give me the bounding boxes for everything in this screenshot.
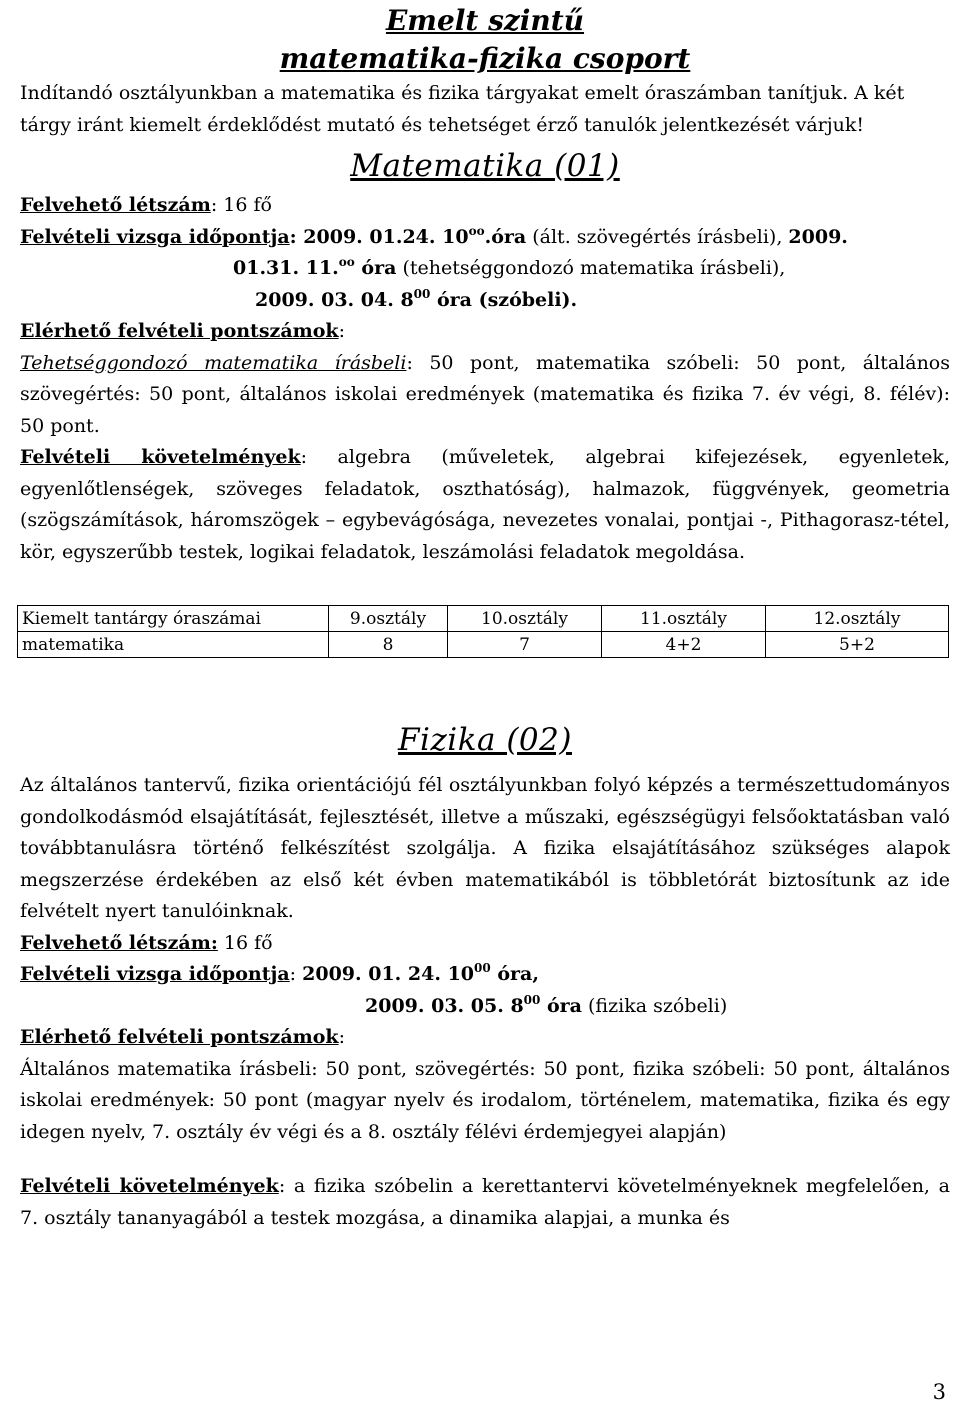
physics-requirements: Felvételi követelmények: a fizika szóbelin a kerettantervi követelményeknek megfelelően, a 7. osztály tananyagából a testek mozgása, a dinamika alapjai, a munka és xyxy=(20,1175,950,1229)
math-section-title: Matematika (01) xyxy=(350,148,620,184)
math-requirements: Felvételi követelmények: algebra (műveletek, algebrai kifejezések, egyenletek, egyenlőtlenségek, szöveges feladatok, oszthatóság), halmazok, függvények, geometria (szögszámítások, háromszögek – egybevágósága, nevezetes vonalai, pontjai -, Pithagorasz-tétel, kör, egyszerűbb testek, logikai feladatok, leszámolási feladatok megoldása. xyxy=(20,446,950,563)
table-row xyxy=(18,606,949,632)
intro-paragraph: Indítandó osztályunkban a matematika és fizika tárgyakat emelt óraszámban tanítjuk. A két tárgy iránt kiemelt érdeklődést mutató és tehetséget érző tanulók jelentkezését várjuk! xyxy=(20,82,905,136)
physics-exam-label: Felvételi vizsga időpontja xyxy=(20,963,290,985)
table-cell: 5+2 xyxy=(766,632,949,658)
table-header-cell: 10.osztály xyxy=(448,606,602,632)
table-cell: matematika xyxy=(18,632,329,658)
math-capacity-value: : 16 fő xyxy=(210,194,272,216)
math-req-label: Felvételi követelmények xyxy=(20,446,301,468)
table-header-cell: 9.osztály xyxy=(329,606,448,632)
math-exam-line2: 01.31. 11.$^{oo}$ óra (tehetséggondozó matematika írásbeli), xyxy=(233,255,786,279)
physics-capacity-label: Felvehető létszám: xyxy=(20,931,218,954)
physics-points-heading: Elérhető felvételi pontszámok: xyxy=(20,1026,345,1048)
math-exam-line1: Felvételi vizsga időpontja: 2009. 01.24. $10^{oo}.óra$ (ált. szövegértés írásbeli), 2009. xyxy=(20,223,848,248)
table-header-cell: 11.osztály xyxy=(602,606,766,632)
math-points-label: Elérhető felvételi pontszámok xyxy=(20,320,339,342)
math-capacity xyxy=(20,190,950,222)
table-cell: 7 xyxy=(448,632,602,658)
document-page xyxy=(20,0,950,1234)
physics-section-title: Fizika (02) xyxy=(398,722,572,758)
math-exam-line3: 2009. 03. 04. $8^{00}$ óra (szóbeli). xyxy=(255,286,578,311)
math-exam-label: Felvételi vizsga időpontja xyxy=(20,225,290,248)
physics-points-label: Elérhető felvételi pontszámok xyxy=(20,1026,339,1048)
math-capacity-label: Felvehető létszám xyxy=(20,194,211,216)
physics-exam-line1: Felvételi vizsga időpontja: 2009. 01. 24. $10^{00}$ óra, xyxy=(20,961,539,985)
math-points-text: Tehetséggondozó matematika írásbeli: 50 pont, matematika szóbeli: 50 pont, általános szövegértés: 50 pont, általános iskolai eredmények (matematika és fizika 7. év végi, 8. félév): 50 pont. xyxy=(20,351,950,437)
page-number: 3 xyxy=(932,1380,946,1404)
physics-capacity: Felvehető létszám: 16 fő xyxy=(20,931,273,954)
physics-points-text: Általános matematika írásbeli: 50 pont, szövegértés: 50 pont, fizika szóbeli: 50 pont, általános iskolai eredmények: 50 pont (magyar nyelv és irodalom, történelem, matematika, fizika és egy idegen nyelv, 7. osztály év végi és a 8. osztály félévi érdemjegyei alapján) xyxy=(20,1057,950,1143)
table-row xyxy=(18,632,949,658)
page-title-line2: matematika-fizika csoport xyxy=(279,42,691,75)
physics-req-label: Felvételi követelmények xyxy=(20,1175,279,1197)
hours-table xyxy=(17,605,949,658)
physics-intro: Az általános tantervű, fizika orientációjú fél osztályunkban folyó képzés a természettudományos gondolkodásmód elsajátítását, fejlesztését, illetve a műszaki, egészségügyi felsőoktatásban való továbbtanulásra történő felkészítést szolgálja. A fizika elsajátításához szükséges alapok megszerzése érdekében az első két évben matematikából is többletórát biztosítunk az ide felvételt nyert tanulóinknak. xyxy=(20,774,950,922)
table-header-cell: 12.osztály xyxy=(766,606,949,632)
math-points-heading: Elérhető felvételi pontszámok: xyxy=(20,320,345,342)
page-title-line1: Emelt szintű xyxy=(385,4,585,37)
physics-exam-line2: 2009. 03. 05. $8^{00}$ óra (fizika szóbeli) xyxy=(365,992,728,1017)
math-points-lead: Tehetséggondozó matematika írásbeli xyxy=(20,351,407,374)
table-header-cell: Kiemelt tantárgy óraszámai xyxy=(18,606,329,632)
table-cell: 4+2 xyxy=(602,632,766,658)
table-cell: 8 xyxy=(329,632,448,658)
